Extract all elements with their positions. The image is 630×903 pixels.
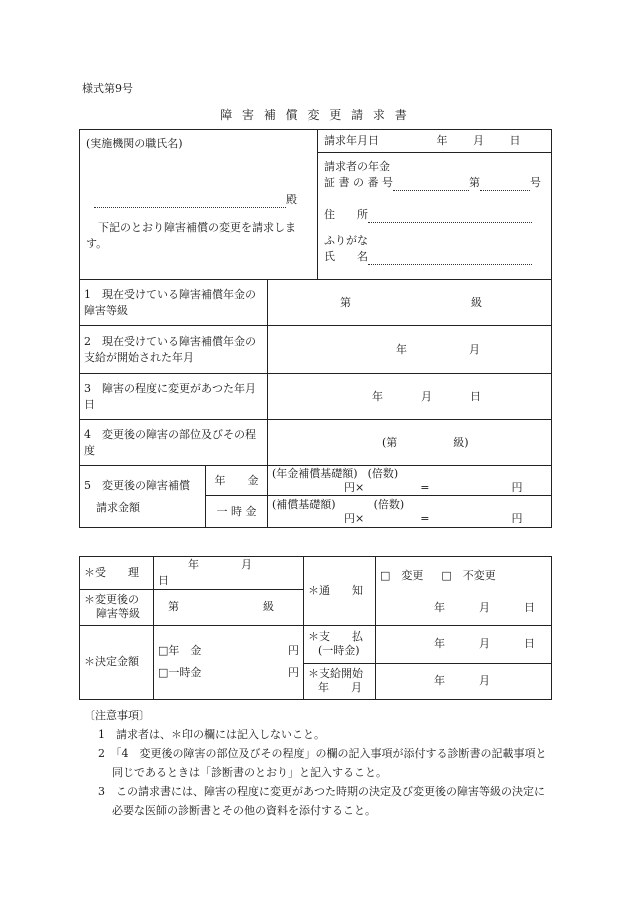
lump-amount-cell[interactable] [268, 496, 552, 528]
notice-label: ＊通 知 [304, 557, 376, 626]
start-label-1: ＊支給開始 [308, 667, 363, 681]
page-title: 障 害 補 償 変 更 請 求 書 [220, 108, 410, 122]
payment-year: 年 [434, 637, 445, 651]
item1-kyu: 級 [471, 295, 482, 309]
payment-label-1: ＊支 払 [308, 630, 363, 644]
grade-label [80, 589, 154, 625]
pension-number-label: 請求者の年金 [324, 160, 390, 173]
pension-number-field-2[interactable] [480, 178, 530, 191]
item5-label-1: 5 変更後の障害補償 [84, 478, 190, 492]
amount-lump-yen: 円 [288, 666, 299, 680]
item3-year: 年 [372, 389, 383, 403]
item2-month: 月 [469, 342, 480, 356]
lump-yen-times: 円× [344, 511, 365, 525]
comp-base-label: (補償基礎額) [272, 497, 336, 511]
note-1: 1 請求者は、＊印の欄には記入しないこと。 [98, 728, 325, 741]
pension-multiple-label: (倍数) [367, 466, 399, 480]
address-label: 住 所 [324, 208, 368, 221]
pension-row-label: 年 金 [206, 466, 268, 496]
agency-label: (実施機関の職氏名) [86, 137, 183, 150]
amount-label: ＊決定金額 [80, 625, 154, 699]
pension-amount-cell[interactable] [268, 466, 552, 496]
item3-month: 月 [421, 389, 432, 403]
start-label [304, 663, 376, 699]
lump-yen: 円 [511, 511, 523, 525]
agency-cell [80, 130, 318, 280]
name-label: 氏 名 [324, 250, 368, 263]
request-date-month[interactable]: 月 [473, 134, 484, 147]
address-field[interactable] [368, 210, 532, 223]
lump-equals: = [420, 511, 430, 525]
start-year: 年 [434, 674, 445, 688]
pension-yen-times: 円× [344, 480, 365, 494]
pension-yen: 円 [511, 480, 523, 494]
change-checkbox[interactable]: □ 変更 [380, 569, 424, 582]
item3-value[interactable] [268, 374, 552, 420]
item4-dai: (第 [382, 435, 398, 449]
item5-label-2: 請求金額 [96, 500, 140, 514]
payment-month: 月 [479, 637, 490, 651]
grade-label-1: ＊変更後の [84, 593, 139, 607]
notice-cell [376, 557, 552, 626]
item4-label: 4 変更後の障害の部位及びその程度 [80, 420, 268, 466]
amount-cell [154, 625, 304, 699]
honorific: 殿 [286, 192, 297, 206]
lump-multiple-label: (倍数) [373, 497, 405, 511]
request-date-year[interactable]: 年 [436, 134, 448, 147]
item5-label [80, 466, 206, 528]
receipt-year: 年 [188, 558, 199, 571]
notice-month[interactable]: 月 [479, 601, 490, 614]
notice-year[interactable]: 年 [434, 601, 445, 614]
payment-day: 日 [524, 637, 535, 651]
item2-value[interactable] [268, 326, 552, 374]
grade-label-2: 障害等級 [96, 607, 140, 621]
grade-value[interactable] [154, 589, 304, 625]
notice-day[interactable]: 日 [524, 601, 535, 614]
furigana-label: ふりがな [324, 234, 368, 247]
payment-date[interactable] [376, 625, 552, 663]
payment-label [304, 625, 376, 663]
address-row [324, 207, 545, 223]
pension-dai: 第 [469, 176, 480, 189]
name-field[interactable] [368, 252, 532, 265]
pension-number-label-2: 証 書 の 番 号 [324, 176, 393, 189]
request-text: 下記のとおり障害補償の変更を請求します。 [86, 220, 296, 250]
pension-base-label: (年金補償基礎額) [272, 466, 358, 480]
pension-number-row [324, 175, 545, 191]
request-date-label: 請求年月日 [324, 134, 379, 147]
note-2: 2 「4 変更後の障害の部位及びその程度」の欄の記入事項が添付する診断書の記載事項と同じであるときは「診断書のとおり」と記入すること。 [98, 747, 547, 779]
request-date-row [318, 130, 551, 153]
item2-label: 2 現在受けている障害補償年金の支給が開始された年月 [80, 326, 268, 374]
no-change-checkbox[interactable]: □ 不変更 [441, 569, 496, 582]
pension-checkbox[interactable]: □年 金 [158, 644, 202, 658]
item1-value[interactable] [268, 280, 552, 326]
item3-day: 日 [470, 389, 481, 403]
amount-pension-yen: 円 [288, 644, 299, 658]
lump-row-label: 一 時 金 [206, 496, 268, 528]
note-3: 3 この請求書には、障害の程度に変更があつた時期の決定及び変更後の障害等級の決定に必要な医師の診断書とその他の資料を添付すること。 [98, 785, 545, 817]
request-form-table [79, 129, 552, 528]
lump-checkbox[interactable]: □一時金 [158, 666, 202, 680]
agency-name-field[interactable] [94, 195, 286, 208]
receipt-date[interactable] [154, 557, 304, 590]
grade-dai: 第 [168, 600, 179, 614]
office-use-table [79, 556, 552, 700]
receipt-day: 日 [158, 573, 169, 587]
name-row [324, 249, 545, 265]
request-date-day[interactable]: 日 [509, 134, 521, 147]
start-date[interactable] [376, 663, 552, 699]
receipt-month: 月 [241, 558, 252, 571]
item3-label: 3 障害の程度に変更があつた年月日 [80, 374, 268, 420]
item1-dai: 第 [340, 295, 351, 309]
start-label-2: 年 月 [318, 681, 362, 695]
item1-label: 1 現在受けている障害補償年金の障害等級 [80, 280, 268, 326]
pension-number-field[interactable] [393, 178, 469, 191]
pension-go: 号 [530, 176, 541, 189]
pension-equals: = [420, 480, 430, 494]
grade-kyu: 級 [263, 600, 274, 614]
item4-kyu: 級) [453, 435, 469, 449]
notes-heading: 〔注意事項〕 [84, 709, 150, 722]
item4-value[interactable] [268, 420, 552, 466]
notes-section [84, 706, 554, 820]
receipt-label: ＊受 理 [80, 557, 154, 590]
item2-year: 年 [396, 342, 407, 356]
applicant-cell [318, 130, 552, 280]
payment-label-2: (一時金) [318, 644, 360, 658]
form-number: 様式第9号 [82, 82, 133, 95]
start-month: 月 [479, 674, 490, 688]
